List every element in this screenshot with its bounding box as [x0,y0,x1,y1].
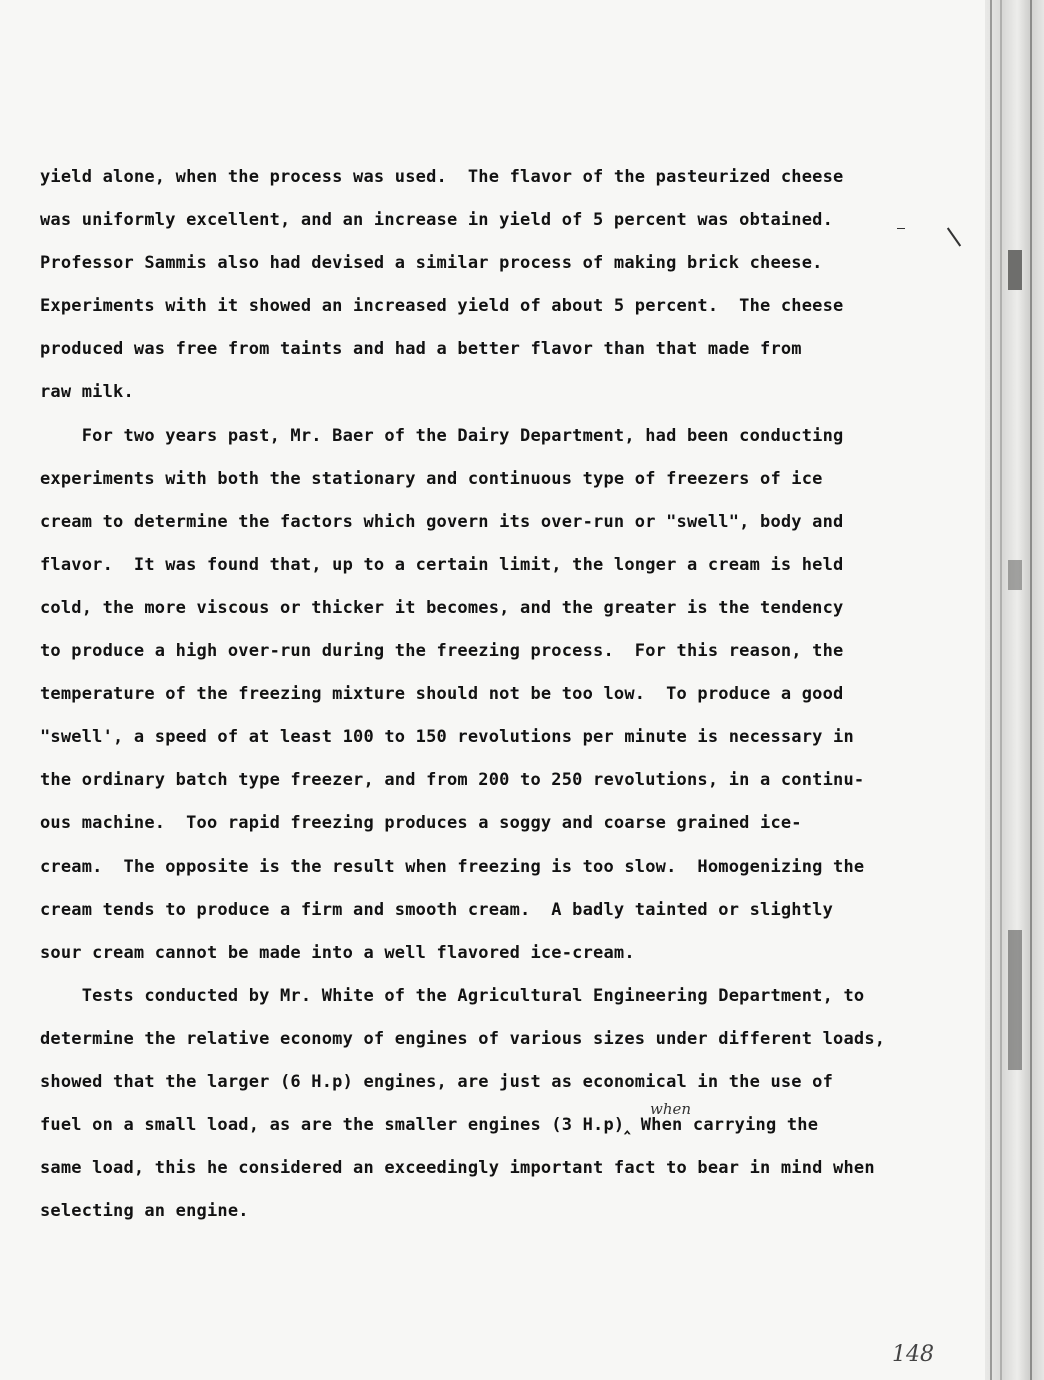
text-line: raw milk. [40,382,134,403]
text-line: Tests conducted by Mr. White of the Agricultural Engineering Department, to [40,985,865,1006]
text-line: "swell', a speed of at least 100 to 150 revolutions per minute is necessary in [40,727,854,748]
page-edge-line [990,0,992,1380]
text-line: experiments with both the stationary and continuous type of freezers of ice [40,468,823,489]
stray-pen-mark [947,227,961,246]
page-edge-line [1030,0,1032,1380]
page-edge-mark [1008,250,1022,290]
page-edge-line [1000,0,1002,1380]
text-line: For two years past, Mr. Baer of the Dairy Department, had been conducting [40,425,844,446]
text-line: temperature of the freezing mixture should not be too low. To produce a good [40,684,844,705]
text-line: Professor Sammis also had devised a similar process of making brick cheese. [40,253,823,274]
text-line: yield alone, when the process was used. The flavor of the pasteurized cheese [40,167,844,187]
text-line: the ordinary batch type freezer, and from 200 to 250 revolutions, in a continu- [40,770,865,791]
text-line: cream tends to produce a firm and smooth cream. A badly tainted or slightly [40,899,834,920]
text-line: ous machine. Too rapid freezing produces a soggy and coarse grained ice- [40,813,802,834]
text-line: produced was free from taints and had a better flavor than that made from [40,339,802,360]
text-line: cream. The opposite is the result when freezing is too slow. Homogenizing the [40,856,865,877]
body-text [40,156,900,1233]
text-line: same load, this he considered an exceedingly important fact to bear in mind when [40,1158,875,1179]
text-line: cream to determine the factors which govern its over-run or "swell", body and [40,511,844,532]
text-line: flavor. It was found that, up to a certain limit, the longer a cream is held [40,554,844,575]
text-line: cold, the more viscous or thicker it becomes, and the greater is the tendency [40,597,844,618]
text-line: was uniformly excellent, and an increase in yield of 5 percent was obtained. [40,210,834,231]
text-line: selecting an engine. [40,1201,249,1222]
text-line: fuel on a small load, as are the smaller engines (3 H.p)‸ When carrying the [40,1115,819,1136]
text-line: determine the relative economy of engines of various sizes under different loads, [40,1028,886,1049]
text-line: Experiments with it showed an increased yield of about 5 percent. The cheese [40,296,844,317]
page-number: 148 [892,1342,934,1367]
text-line: showed that the larger (6 H.p) engines, are just as economical in the use of [40,1071,834,1092]
page-edge-mark [1008,560,1022,590]
page-edge-shadow [985,0,1044,1380]
handwritten-insertion: when [650,1100,692,1118]
text-line: to produce a high over-run during the freezing process. For this reason, the [40,641,844,662]
text-line: sour cream cannot be made into a well flavored ice-cream. [40,942,635,963]
page-edge-mark [1008,930,1022,1070]
